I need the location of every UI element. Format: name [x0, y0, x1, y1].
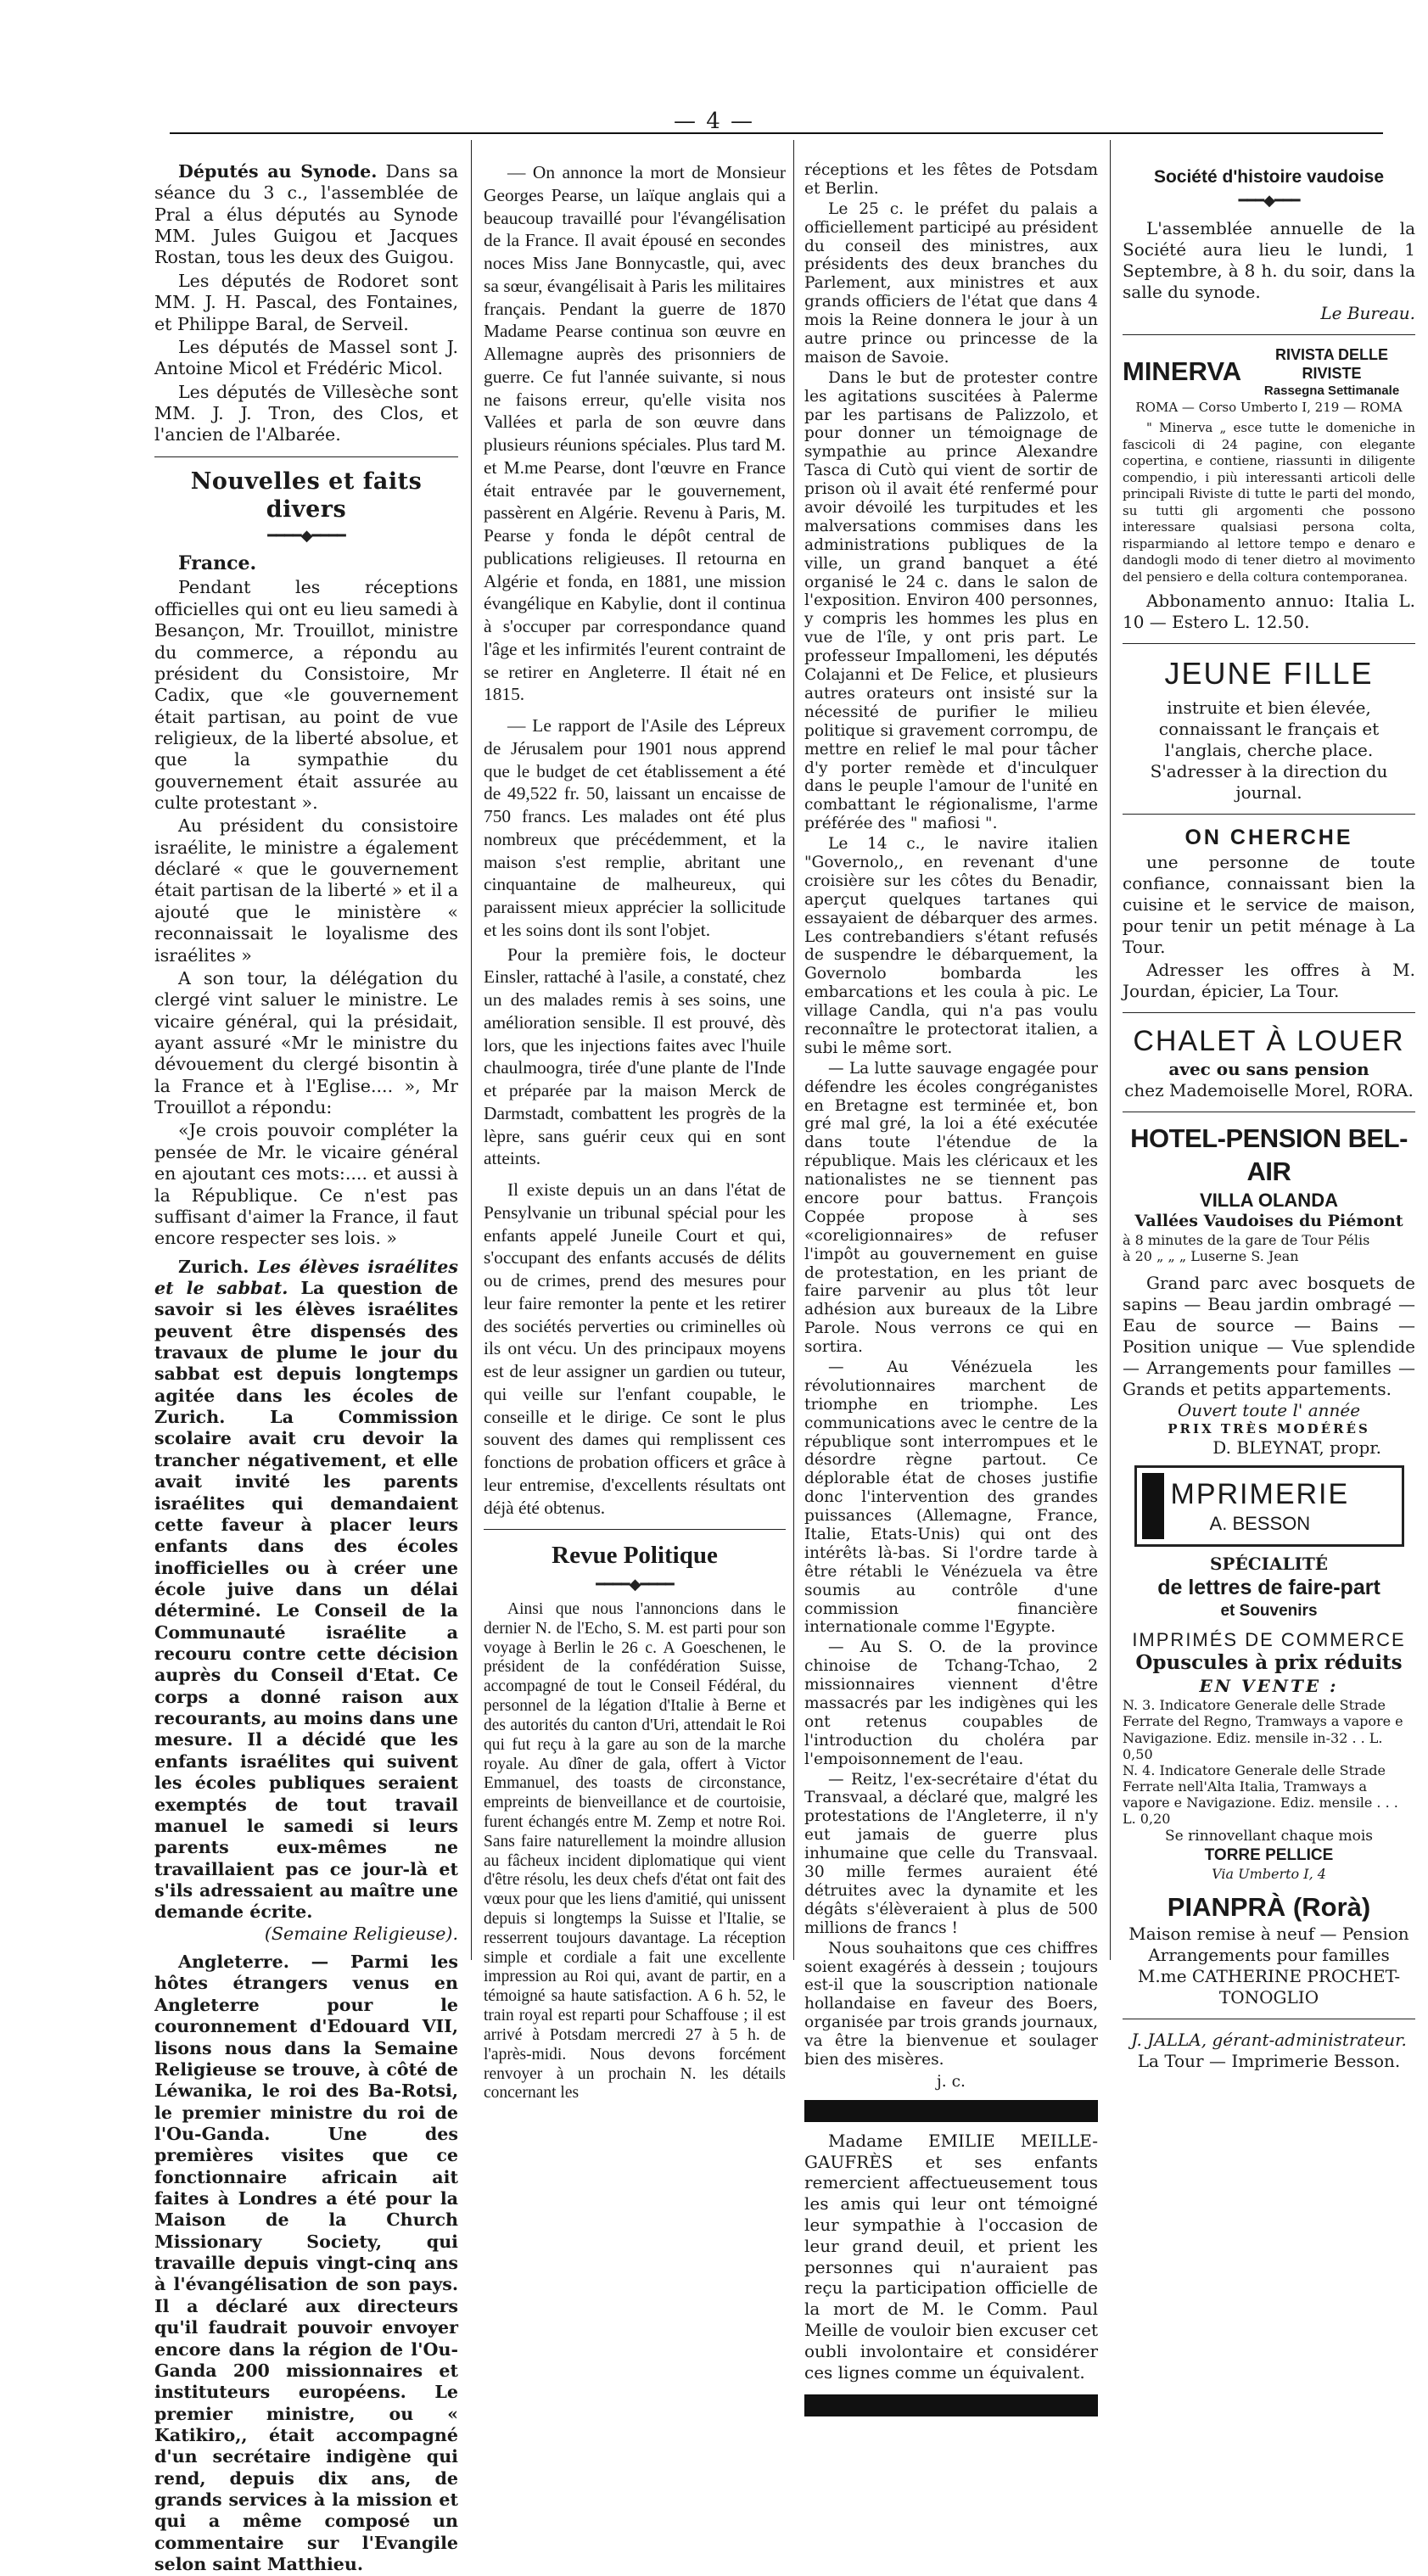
section-rule: [154, 456, 458, 457]
on-cherche-paragraph-2: Adresser les offres à M. Jourdan, épicier, La Tour.: [1123, 959, 1415, 1001]
france-heading: France.: [178, 552, 257, 575]
societe-paragraph: L'assemblée annuelle de la Société aura lieu le lundi, 1 Septembre, à 8 h. du soir, dans la salle du synode.: [1123, 217, 1415, 302]
angleterre-heading: Angleterre.: [178, 1952, 289, 1973]
imprimerie-commerce: IMPRIMÉS DE COMMERCE: [1132, 1628, 1406, 1650]
imprimerie-renouvelant: Se rinnovellant chaque mois: [1164, 1827, 1374, 1845]
lepreux-paragraph-1: — Le rapport de l'Asile des Lépreux de Jérusalem pour 1901 nous apprend que le budget de cet établissement a été de 49,522 fr. 50, laissant un encaisse de 750 francs. Les malades ont été plus nombreux que précédemment, et la maison s'est remplie, abritant une cinquantaine de malheureux, qui paraissent mieux apprécier la sollicitude et les soins dont ils sont l'objet.: [484, 715, 786, 940]
section-rule: [484, 1529, 786, 1530]
minerva-rassegna: Rassegna Settimanale: [1263, 383, 1400, 398]
minerva-title: MINERVA: [1123, 356, 1242, 387]
politique-paragraph-9: Nous souhaitons que ces chiffres soient exagérés à dessein ; toujours est-il que la souscription nationale hollandaise en faveur des Boers, organisée par trois grands journaux, va être la bienvenue et soulager bien des misères.: [804, 1939, 1098, 2069]
section-rule: [1123, 814, 1415, 815]
hotel-proprietor: D. BLEYNAT, propr.: [1212, 1436, 1381, 1458]
imprimerie-title: MPRIMERIE: [1170, 1477, 1350, 1510]
politique-paragraph-4: Le 14 c., le navire italien "Governolo,, en revenant d'une croisière sur les côtes du Benadir, aperçut quelques tartanes qui essayaient de débarquer des armes. Les contrebandiers s'étant refusés de suspendre le débarquement, la Governolo bombarda les embarcations et les coula à pic. Le village Candla, qui n'a pas voulu reconnaître le protectorat italien, a subi le même sort.: [804, 835, 1098, 1057]
revue-title: Revue Politique: [552, 1542, 718, 1570]
politique-paragraph-6: — Au Vénézuela les révolutionnaires marchent de triomphe en triomphe. Les communications avec le centre de la république sont interrompues et le désordre règne partout. Ce déplorable état de choses justifie donc l'intervention des grandes puissances (Allemagne, France, Italie, Etats-Unis) qui ont des intérêts là-bas. Si l'ordre tarde à être rétabli le Vénézuela va être soumis au contrôle d'une commission financière internationale comme l'Egypte.: [804, 1358, 1098, 1637]
zurich-paragraph: [154, 1257, 458, 1924]
minerva-address: ROMA — Corso Umberto I, 219 — ROMA: [1135, 399, 1403, 415]
imprimerie-opuscules: Opuscules à prix réduits: [1135, 1651, 1403, 1675]
synode-heading: Députés au Synode.: [178, 161, 378, 182]
pianpra-line-3: M.me CATHERINE PROCHET-TONOGLIO: [1137, 1966, 1401, 2008]
column-3: [804, 161, 1098, 2383]
zurich-heading: Zurich.: [178, 1256, 249, 1277]
imprimerie-banner: [1134, 1465, 1404, 1547]
imprimerie-lettres: de lettres de faire-part: [1157, 1575, 1380, 1599]
france-paragraph-2: Au président du consistoire israélite, le ministre a également déclaré « que le gouvernement était partisan de la liberté » et il a ajouté que le ministère « reconnaissait le loyalisme des israélites »: [154, 815, 458, 966]
politique-paragraph-2: Le 25 c. le préfet du palais a officiellement participé au président du conseil des ministres, aux présidents des deux branches du Parlement, aux ministres et aux grands officiers de l'état que dans 4 mois la Reine donnera le jour à un autre prince ou princesse de la maison de Savoie.: [804, 199, 1098, 367]
hotel-location: Vallées Vaudoises du Piémont: [1134, 1212, 1403, 1230]
hotel-prix: PRIX TRÈS MODÉRÉS: [1168, 1421, 1370, 1437]
hotel-distance-2: à 20 „ „ „ Luserne S. Jean: [1123, 1247, 1299, 1264]
mourning-bar: [804, 2394, 1098, 2416]
minerva-paragraph: " Minerva „ esce tutte le domeniche in fascicoli di 24 pagine, con elegante copertina, e contiene, riassunti in diligente compendio, i più interessanti articoli delle principali Riviste di tutte le parti del mondo, su tutti gli argomenti che possono interessare qualsiasi persona colta, risparmiando al lettore tempo e denaro e dandogli modo di tener dietro al movimento del pensiero e della coltura contemporanea.: [1123, 420, 1415, 585]
synode-paragraph-4: Les députés de Villesèche sont MM. J. J. Tron, des Clos, et l'ancien de l'Albarée.: [154, 381, 458, 445]
chalet-subtitle: avec ou sans pension: [1168, 1059, 1369, 1079]
flourish-ornament: ━━━◆━━━: [1238, 192, 1300, 210]
on-cherche-title: ON CHERCHE: [1184, 826, 1353, 850]
france-paragraph-3: A son tour, la délégation du clergé vint saluer le ministre. Le vicaire général, qui la présidait, ayant assuré «Mr le ministre du dévouement du clergé bisontin à la France et à l'Eglise.... », Mr Trouillot a répondu:: [154, 967, 458, 1118]
meille-notice: Madame EMILIE MEILLE-GAUFRÈS et ses enfants remercient affectueusement tous les amis qui leur ont témoigné leur sympathie à l'occasion de leur grand deuil, et prient les personnes qui n'auraient pas reçu la participation officielle de la mort de M. le Comm. Paul Meille de vouloir bien excuser cet oubli involontaire et considérer ces lignes comme un équivalent.: [804, 2130, 1098, 2383]
angleterre-paragraph: [154, 1952, 458, 2575]
column-divider-1: [471, 140, 472, 1960]
section-rule: [1123, 643, 1415, 644]
hotel-paragraph: Grand parc avec bosquets de sapins — Beau jardin ombragé — Eau de source — Bains — Position unique — Vue splendide — Arrangements pour familles — Grands et petits appartements.: [1123, 1273, 1415, 1400]
politique-paragraph-3: Dans le but de protester contre les agitations suscitées à Palerme par les partisans de Palizzolo, et pour donner un témoignage de sympathie au prince Alexandre Tasca di Cutò qui vient de sortir de prison où il avait été renfermé pour avoir dévoilé les turpitudes et les malversations commises dans les administrations publiques de la ville, un grand banquet a été organisé le 24 c. dans le salon de l'exposition. Environ 400 personnes, y compris les hommes les plus en vue de l'île, y ont pris part. Le professeur Impallomeni, les députés Colajanni et De Felice, et plusieurs autres orateurs ont insisté sur la nécessité de purifier le milieu politique si gravement corrompu, de mettre en relief le mal pour tâcher d'y porter remède et d'inculquer dans le peuple l'amour de l'unité en combattant le régionalisme, l'arme préférée des " mafiosi ".: [804, 368, 1098, 833]
lepreux-paragraph-2: Pour la première fois, le docteur Einsler, rattaché à l'asile, a constaté, chez un des malades remis à ses soins, une amélioration sensible. Il est prouvé, dès lors, que les injections faites avec l'huile chaulmoogra, tirée d'une plante de l'Inde et préparée par la maison Merck de Darmstadt, combattent les progrès de la lèpre, sans guérir ceux qui en sont atteints.: [484, 944, 786, 1169]
revue-paragraph: Ainsi que nous l'annoncions dans le dernier N. de l'Echo, S. M. est parti pour son voyage à Berlin le 26 c. A Goeschenen, le président de la confédération Suisse, accompagné de tout le Conseil Fédéral, du personnel de la légation d'Italie à Berne et des autorités du canton d'Uri, attendait le Roi qui fut reçu à la gare au son de la marche royale. Au dîner de gala, offert à Victor Emmanuel, des toasts de circonstance, empreints de bienveillance et de courtoisie, furent échangés entre M. Zemp et notre Roi. Sans faire naturellement la moindre allusion au fâcheux incident diplomatique qui vient d'être résolu, les deux chefs d'état ont fait des vœux pour que les liens d'amitié, qui unissent depuis si longtemps la Suisse et l'Italie, se resserrent toujours davantage. La réception simple et cordiale a fait une excellente impression au Roi qui, avant de partir, en a témoigné sa haute satisfaction. A 6 h. 52, le train royal est reparti pour Schaffouse ; il est arrivé à Potsdam mercredi 27 à 5 h. de l'après-midi. Nous devons forcément renvoyer à un prochain N. les détails concernant les: [484, 1600, 786, 2103]
jalla-gerant: J. JALLA, gérant-administrateur.: [1131, 2030, 1407, 2051]
pianpra-line-1: Maison remise à neuf — Pension: [1128, 1924, 1409, 1945]
politique-paragraph-1: réceptions et les fêtes de Potsdam et Berlin.: [804, 161, 1098, 198]
societe-signature: Le Bureau.: [1320, 302, 1415, 323]
hotel-distance-1: à 8 minutes de la gare de Tour Pélis: [1123, 1231, 1370, 1248]
zurich-text: La question de savoir si les élèves israélites peuvent être dispensés des travaux de plume le jour du sabbat est depuis longtemps agitée dans les écoles de Zurich. La Commission scolaire avait cru devoir la trancher négativement, et elle avait invité les parents israélites qui demandaient cette faveur à placer leurs enfants dans des écoles inofficielles ou à créer une école juive dans un délai déterminé. Le Conseil de la Communauté israélite a recouru contre cette décision auprès du Conseil d'Etat. Ce corps a donné raison aux recourants, au moins dans une mesure. Il a décidé que les enfants israélites qui suivent les écoles publiques seraient exemptés de tout travail manuel le samedi si leurs parents eux-mêmes ne travaillaient pas ce jour-là et s'ils adressaient au maître une demande écrite.: [154, 1277, 459, 1923]
imprimerie-item-4: N. 4. Indicatore Generale delle Strade Ferrate nell'Alta Italia, Tramways a vapore e Navigazione. Ediz. mensile . . . L. 0,20: [1123, 1761, 1398, 1828]
minerva-ad: [1123, 345, 1415, 400]
imprimerie-item-3: N. 3. Indicatore Generale delle Strade Ferrate del Regno, Tramways a vapore e Navigazione. Ediz. mensile in-32 . . L. 0,50: [1123, 1697, 1403, 1762]
section-rule: [1123, 1012, 1415, 1013]
column-divider-3: [1110, 140, 1111, 1960]
imprimerie-specialite: SPÉCIALITÉ: [1209, 1553, 1329, 1574]
signature: j. c.: [937, 2072, 966, 2091]
chalet-contact: chez Mademoiselle Morel, RORA.: [1124, 1080, 1414, 1100]
flourish-ornament: ━━━━◆━━━━: [267, 527, 345, 546]
minerva-abbonamento: Abbonamento annuo: Italia L. 10 — Estero L. 12.50.: [1123, 591, 1415, 633]
imprimerie-name: A. BESSON: [1209, 1513, 1311, 1535]
column-1: [154, 161, 459, 2575]
nouvelles-title: Nouvelles et faits divers: [190, 468, 423, 523]
jeune-fille-title: JEUNE FILLE: [1164, 656, 1374, 692]
hotel-villa: VILLA OLANDA: [1200, 1189, 1338, 1211]
column-4: [1123, 161, 1415, 2072]
imprimerie-initial-icon: [1142, 1473, 1164, 1539]
hotel-open: Ouvert toute l' année: [1177, 1400, 1361, 1421]
imprimerie-via: Via Umberto I, 4: [1212, 1865, 1326, 1882]
zurich-source: (Semaine Religieuse).: [264, 1923, 458, 1944]
synode-text: Dans sa séance du 3 c., l'assemblée de Pral a élus députés au Synode MM. Jules Guigou et Jacques Rostan, tous les deux des Guigou.: [154, 161, 459, 268]
politique-paragraph-8: — Reitz, l'ex-secrétaire d'état du Transvaal, a déclaré que, malgré les protestations de l'Angleterre, il n'y eut jamais de guerre plus inhumaine que celle du Transvaal. 30 mille fermes auraient été détruites avec la dynamite et les dégâts s'élèveraient à plus de 500 millions de francs !: [804, 1770, 1098, 1937]
pensylvanie-paragraph: Il existe depuis un an dans l'état de Pensylvanie un tribunal spécial pour les enfants appelé Juneile Court et qui, s'occupant des enfants accusés de délits ou de crimes, prend des mesures pour leur faire remonter la pente et les retirer des sociétés perverties ou criminelles où ils ont vécu. Un des principaux moyens est de leur assigner un gardien ou tuteur, qui veille sur l'enfant coupable, le conseille et le dirige. Ce sont le plus souvent des dames qui remplissent ces fonctions de probation officers et grâce à leur entremise, d'excellents résultats ont déjà été obtenus.: [484, 1179, 786, 1518]
mourning-bar: [804, 2100, 1098, 2122]
page-number: — 4 —: [673, 109, 755, 134]
zurich-subheading: Les élèves israélites et le sabbat.: [154, 1256, 458, 1298]
politique-paragraph-7: — Au S. O. de la province chinoise de Tchang-Tchao, 2 missionnaires viennent d'être massacrés par les indigènes qui les ont retenus coupables de l'introduction du choléra par l'empoisonnement de l'eau.: [804, 1638, 1098, 1768]
synode-paragraph-2: Les députés de Rodoret sont MM. J. H. Pascal, des Fontaines, et Philippe Baral, de Serveil.: [154, 270, 458, 334]
politique-paragraph-5: — La lutte sauvage engagée pour défendre les écoles congréganistes en Bretagne est terminée et, bon gré mal gré, la loi a été exécutée dans toute l'étendue de la république. Mais les cléricaux et les nationalistes ne se tiennent pas encore pour battus. François Coppée propose à ses «coreligionnaires» de refuser l'impôt au gouvernement en guise de protestation, en les priant de faire parvenir au plus tôt leur adhésion aux bureaux de la Libre Parole. Nous verrons ce qui en sortira.: [804, 1059, 1098, 1357]
synode-paragraph-3: Les députés de Massel sont J. Antoine Micol et Frédéric Micol.: [154, 336, 458, 379]
imprimerie-souvenirs: et Souvenirs: [1220, 1602, 1318, 1621]
pearse-paragraph: — On annonce la mort de Monsieur Georges Pearse, un laïque anglais qui a beaucoup travaillé pour l'évangélisation de la France. Il avait épousé en secondes noces Miss Jane Bonnycastle, qui, avec sa sœur, évangélisait à Paris les militaires français. Pendant la guerre de 1870 Madame Pearse continua son œuvre en Allemagne auprès des prisonniers de guerre. Ce fut l'année suivante, si nous ne faisons erreur, qu'elle visita nos Vallées et parla de son œuvre dans plusieurs réunions spéciales. Plus tard M. et M.me Pearse, dont l'œuvre en France était entravée par le gouvernement, passèrent en Algérie. Revenu à Paris, M. Pearse y fonda le dépôt central de publications religieuses. Il retourna en Algérie et fonda, en 1881, une mission évangélique en Kabylie, dont il continua à s'occuper par correspondance quand l'âge et les infirmités l'eurent contraint de se retirer en Angleterre. Il était né en 1815.: [484, 162, 786, 705]
flourish-ornament: ━━━━◆━━━━: [596, 1575, 674, 1593]
pianpra-line-2: Arrangements pour familles: [1148, 1945, 1390, 1966]
on-cherche-paragraph-1: une personne de toute confiance, connaissant bien la cuisine et le service de maison, pour tenir un petit ménage à La Tour.: [1123, 851, 1415, 957]
la-tour-imprimerie: La Tour — Imprimerie Besson.: [1137, 2051, 1401, 2072]
column-divider-2: [793, 140, 794, 1960]
jeune-fille-paragraph: instruite et bien élevée, connaissant le français et l'anglais, cherche place. S'adresser à la direction du journal.: [1150, 697, 1388, 804]
angleterre-text: — Parmi les hôtes étrangers venus en Angleterre pour le couronnement d'Edouard VII, lisons nous dans la Semaine Religieuse se trouve, à côté de Léwanika, le roi des Ba-Rotsi, le premier ministre du roi de l'Ou-Ganda. Une des premières visites que ce fonctionnaire africain ait faites à Londres a été pour la Maison de la Church Missionary Society, qui travaille depuis vingt-cinq ans à l'évangélisation de son pays. Il a déclaré aux directeurs qu'il faudrait pouvoir envoyer encore dans la région de l'Ou-Ganda 200 missionnaires et instituteurs européens. Le premier ministre, ou « Katikiro,, était accompagné d'un secrétaire indigène qui rend, depuis dix ans, de grands services à la mission et qui a même composé un commentaire sur l'Evangile selon saint Matthieu.: [154, 1952, 458, 2575]
minerva-subtitle: RIVISTA DELLE RIVISTE: [1275, 345, 1389, 383]
pianpra-title: PIANPRÀ (Rorà): [1167, 1891, 1371, 1922]
section-rule: [1123, 334, 1415, 335]
top-rule: [170, 132, 1383, 134]
imprimerie-torre: TORRE PELLICE: [1204, 1845, 1334, 1864]
synode-paragraph-1: [154, 161, 458, 269]
column-2: [484, 161, 786, 2103]
chalet-title: CHALET À LOUER: [1133, 1024, 1405, 1057]
france-paragraph-4: «Je crois pouvoir compléter la pensée de Mr. le vicaire général en ajoutant ces mots:.... et aussi à la République. Ce n'est pas suffisant d'aimer la France, il faut encore respecter ses lois. »: [154, 1120, 458, 1249]
france-paragraph-1: Pendant les réceptions officielles qui ont eu lieu samedi à Besançon, Mr. Trouillot, ministre du commerce, a répondu au président du Consistoire, Mr Cadix, que «le gouvernement était partisan, au point de vue religieux, de la liberté absolue, et que la sympathie du gouvernement était assurée au culte protestant ».: [154, 577, 458, 814]
imprimerie-vente: EN VENTE :: [1199, 1676, 1339, 1697]
societe-title: Société d'histoire vaudoise: [1153, 167, 1385, 187]
hotel-title: HOTEL-PENSION BEL-AIR: [1130, 1123, 1408, 1186]
